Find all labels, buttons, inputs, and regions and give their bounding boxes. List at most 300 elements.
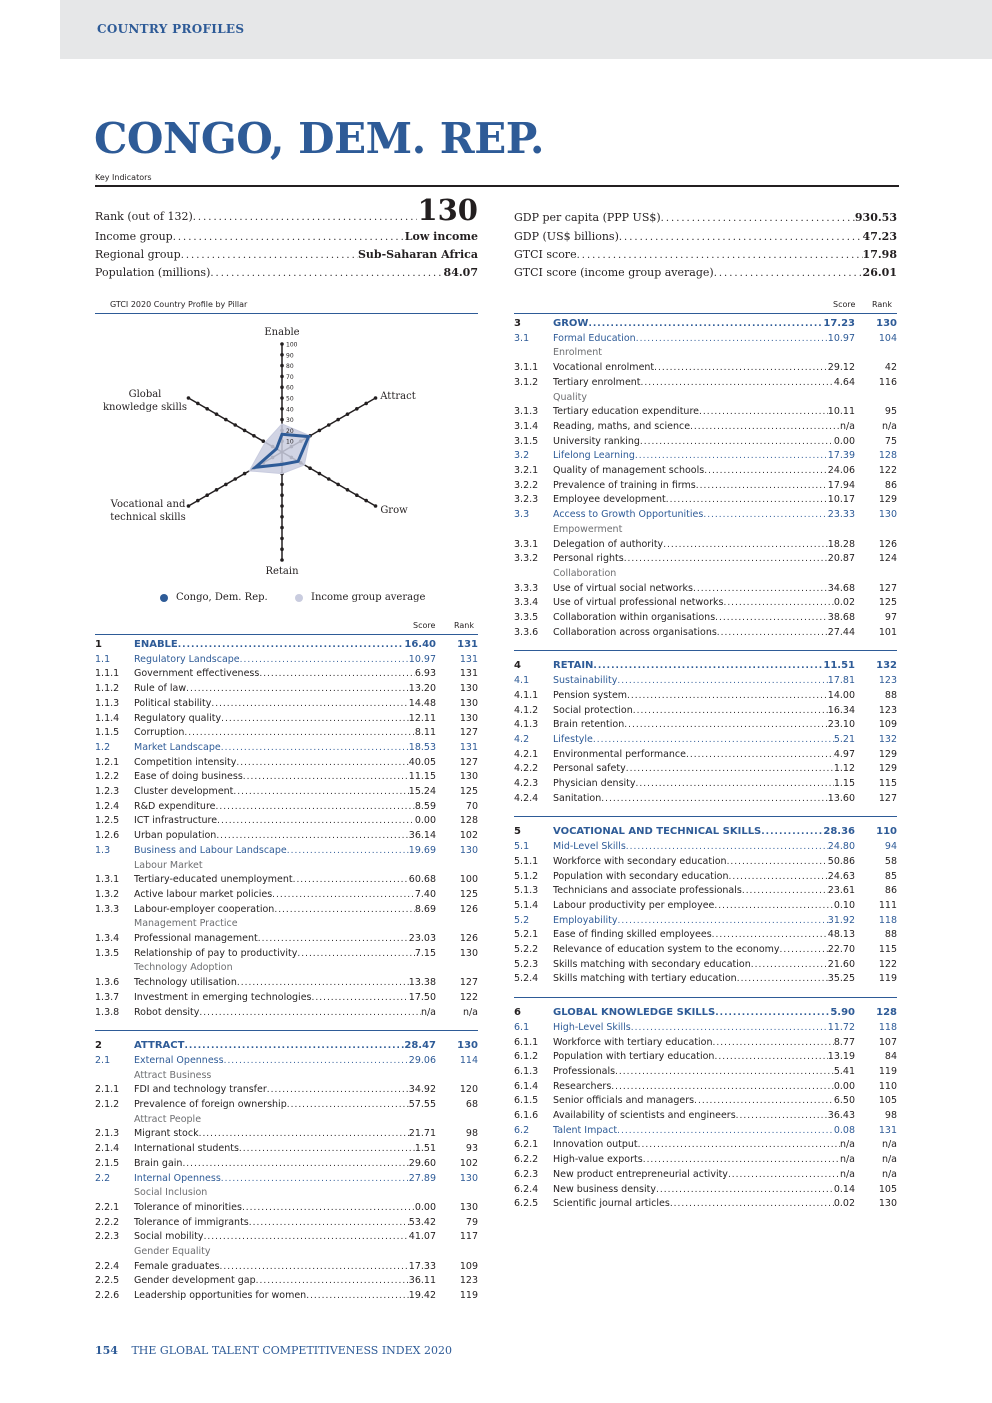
row-code: 1.3.2 [95, 888, 120, 900]
indicator-value: 26.01 [862, 266, 897, 279]
row-name: Workforce with tertiary education [553, 1036, 713, 1048]
group-heading-row [95, 918, 478, 932]
row-name: Ease of doing business [134, 771, 243, 783]
row-name: Management Practice [134, 918, 238, 930]
row-rank: 119 [878, 973, 897, 985]
radar-tick-mark [280, 547, 284, 551]
radar-tick-label: 60 [286, 384, 294, 392]
radar-tick-mark [280, 558, 284, 562]
pillar-row [95, 1040, 478, 1054]
indicator-row [95, 1084, 478, 1098]
indicator-row [95, 1202, 478, 1216]
row-score: 13.20 [408, 683, 436, 695]
row-code: 3.1 [514, 332, 530, 344]
row-rank: 130 [457, 1040, 478, 1052]
row-rank: 130 [459, 947, 478, 959]
group-heading-row [514, 568, 897, 582]
row-code: 6.2.1 [514, 1139, 539, 1151]
row-score: 10.11 [827, 406, 855, 418]
row-rank: 98 [465, 1128, 478, 1140]
row-name: Corruption [134, 727, 185, 739]
row-rank: 122 [878, 958, 897, 970]
row-code: 3 [514, 318, 521, 329]
row-code: 1.1.2 [95, 683, 120, 695]
row-score: n/a [839, 1139, 855, 1151]
row-code: 1.3.8 [95, 1006, 120, 1018]
row-name: Cluster development [134, 786, 234, 797]
indicator-row [514, 553, 897, 567]
row-score: 6.93 [414, 668, 436, 680]
key-indicator-gdp [514, 230, 897, 243]
row-rank: 131 [459, 741, 478, 753]
indicator-row [514, 871, 897, 885]
left-header-rule [95, 634, 478, 635]
group-heading-row [95, 962, 478, 976]
row-score: 29.06 [408, 1054, 436, 1066]
row-name: Innovation output [553, 1139, 638, 1151]
indicator-row [514, 480, 897, 494]
row-code: 6.1.5 [514, 1095, 539, 1107]
row-rank: 109 [878, 719, 897, 731]
row-score: 60.68 [408, 874, 436, 886]
row-code: 1.3 [95, 844, 111, 856]
row-name: Prevalence of foreign ownership [134, 1099, 287, 1110]
indicator-row [514, 1169, 897, 1183]
group-heading-row [514, 347, 897, 361]
pillar-row [514, 318, 897, 332]
row-rank: 107 [878, 1036, 897, 1048]
indicator-row [95, 1275, 478, 1289]
indicator-row [514, 719, 897, 733]
row-rank: 75 [884, 435, 897, 447]
legend-country-label: Congo, Dem. Rep. [176, 592, 268, 603]
row-name: Labour productivity per employee [553, 899, 715, 911]
row-name: Scientific journal articles [553, 1198, 670, 1210]
row-rank: 105 [878, 1095, 897, 1107]
group-heading-row [514, 392, 897, 406]
radar-tick-mark [318, 429, 322, 433]
row-rank: 111 [878, 899, 897, 911]
radar-tick-mark [346, 488, 350, 492]
row-code: 1.3.5 [95, 947, 120, 959]
indicator-row [514, 1081, 897, 1095]
row-rank: 131 [459, 653, 478, 665]
radar-tick-mark [364, 402, 368, 406]
row-rank: 119 [878, 1065, 897, 1077]
row-code: 1.2.5 [95, 815, 120, 827]
row-rank: 130 [459, 771, 478, 783]
right-rank-header: Rank [872, 300, 892, 309]
row-name: Labour-employer cooperation [134, 903, 275, 915]
sub-pillar-row [514, 450, 897, 464]
row-rank: 110 [878, 1080, 897, 1092]
radar-tick-mark [252, 434, 256, 438]
indicator-row [514, 612, 897, 626]
indicator-row [95, 1261, 478, 1275]
row-code: 4.1.2 [514, 704, 539, 716]
row-score: 23.10 [827, 719, 855, 731]
radar-tick-mark [280, 396, 284, 400]
row-code: 3.3.1 [514, 538, 539, 550]
radar-tick-label: 80 [286, 363, 294, 371]
row-score: 6.50 [833, 1095, 855, 1107]
row-rank: n/a [881, 420, 897, 432]
radar-tick-mark [280, 407, 284, 411]
radar-tick-label: 50 [286, 395, 294, 403]
row-score: 31.92 [827, 914, 855, 926]
row-rank: 131 [878, 1124, 897, 1136]
row-code: 4.2 [514, 733, 530, 745]
row-rank: 116 [878, 376, 897, 388]
sub-pillar-row [95, 1055, 478, 1069]
indicator-value: 47.23 [862, 230, 897, 243]
row-name: Environmental performance [553, 748, 686, 760]
indicator-row [95, 1099, 478, 1113]
row-score: 0.00 [833, 435, 855, 447]
row-name: Sanitation [553, 792, 602, 804]
row-code: 6.2 [514, 1124, 530, 1136]
row-score: 24.63 [827, 870, 855, 882]
row-name: Mid-Level Skills [553, 841, 626, 853]
row-score: 8.69 [414, 903, 436, 915]
row-code: 5.1.4 [514, 899, 539, 911]
radar-tick-mark [364, 499, 368, 503]
sub-pillar-row [95, 654, 478, 668]
row-name: Political stability [134, 697, 212, 709]
row-code: 1.3.3 [95, 903, 120, 915]
row-score: 36.14 [408, 830, 436, 842]
indicator-row [95, 830, 478, 844]
legend-average-swatch [295, 594, 303, 602]
row-rank: 88 [884, 929, 897, 941]
row-name: International students [134, 1143, 239, 1155]
radar-chart [82, 322, 482, 582]
row-code: 6.2.3 [514, 1168, 539, 1180]
sub-pillar-row [514, 915, 897, 929]
row-score: 27.44 [827, 626, 855, 638]
radar-tick-mark [280, 342, 284, 346]
row-name: Female graduates [134, 1260, 220, 1272]
row-score: 29.60 [408, 1157, 436, 1169]
radar-tick-mark [346, 412, 350, 416]
radar-tick-mark [327, 423, 331, 427]
row-score: 23.61 [827, 885, 855, 897]
indicator-row [514, 583, 897, 597]
page-title: CONGO, DEM. REP. [94, 114, 544, 163]
row-name: Workforce with secondary education [553, 855, 727, 867]
row-name: Business and Labour Landscape [134, 844, 287, 856]
row-name: Employee development [553, 494, 666, 506]
row-code: 5.1.2 [514, 870, 539, 882]
legend-country [160, 592, 268, 603]
radar-tick-mark [355, 493, 359, 497]
row-score: 5.90 [830, 1007, 855, 1019]
row-rank: 130 [459, 1201, 478, 1213]
key-indicator-gtci-income-avg [514, 266, 897, 279]
row-score: 10.17 [827, 494, 855, 506]
row-score: 17.23 [823, 318, 855, 329]
pillar-rule [514, 650, 897, 651]
row-rank: 100 [459, 874, 478, 886]
row-rank: 120 [459, 1084, 478, 1096]
row-rank: 130 [459, 712, 478, 724]
indicator-row [95, 889, 478, 903]
row-rank: 86 [884, 479, 897, 491]
publication-title: THE GLOBAL TALENT COMPETITIVENESS INDEX 2020 [131, 1344, 452, 1357]
row-score: 21.60 [827, 958, 855, 970]
row-code: 1.2.6 [95, 830, 120, 842]
row-name: University ranking [553, 435, 640, 447]
row-name: Collaboration across organisations [553, 626, 717, 638]
row-name: Talent Impact [553, 1124, 618, 1136]
indicator-row [514, 1066, 897, 1080]
indicator-row [514, 929, 897, 943]
row-rank: 129 [878, 763, 897, 775]
row-rank: 119 [459, 1290, 478, 1302]
row-score: 1.15 [833, 778, 855, 789]
row-code: 2.1.3 [95, 1128, 120, 1140]
row-score: 18.53 [408, 741, 436, 753]
radar-tick-mark [280, 493, 284, 497]
row-score: 0.10 [833, 899, 855, 911]
row-name: Formal Education [553, 332, 636, 344]
row-name: External Openness [134, 1054, 224, 1066]
radar-tick-label: 30 [286, 417, 294, 425]
row-score: 20.87 [827, 553, 855, 565]
radar-tick-label: 10 [286, 438, 294, 446]
row-code: 6.1.1 [514, 1036, 539, 1048]
row-code: 6 [514, 1007, 521, 1019]
indicator-row [514, 436, 897, 450]
indicator-row [514, 1051, 897, 1065]
row-code: 2.2.1 [95, 1201, 120, 1213]
row-code: 1.3.7 [95, 991, 120, 1003]
row-score: 57.55 [408, 1099, 436, 1110]
row-score: 19.42 [408, 1290, 436, 1302]
row-score: 50.86 [827, 855, 855, 867]
legend-average [295, 592, 425, 603]
row-code: 5.1.3 [514, 885, 539, 897]
row-name: Internal Openness [134, 1172, 221, 1184]
radar-tick-mark [280, 418, 284, 422]
sub-pillar-row [95, 742, 478, 756]
row-name: Investment in emerging technologies [134, 991, 312, 1003]
indicator-row [514, 793, 897, 807]
sub-pillar-row [514, 1125, 897, 1139]
row-code: 6.1 [514, 1021, 530, 1033]
row-score: 8.11 [414, 727, 436, 739]
radar-tick-mark [196, 402, 200, 406]
row-score: 0.02 [833, 597, 855, 609]
indicator-row [95, 727, 478, 741]
radar-tick-mark [308, 466, 312, 470]
left-score-header: Score [413, 621, 436, 630]
row-code: 2.2 [95, 1172, 111, 1184]
radar-tick-mark [233, 423, 237, 427]
key-indicator-rank [95, 193, 478, 227]
row-rank: 130 [459, 1172, 478, 1184]
row-score: n/a [839, 420, 855, 432]
row-score: 0.02 [833, 1198, 855, 1210]
indicator-label: GDP per capita (PPP US$) [514, 211, 661, 224]
row-code: 1.1.5 [95, 727, 120, 739]
row-score: 23.03 [408, 933, 436, 944]
row-rank: 58 [884, 855, 897, 867]
row-name: Government effectiveness [134, 668, 260, 680]
pillar-row [514, 1007, 897, 1021]
row-code: 6.1.4 [514, 1080, 539, 1092]
row-score: 40.05 [408, 756, 436, 768]
row-code: 3.2 [514, 450, 530, 462]
row-rank: 126 [878, 538, 897, 550]
row-name: Quality of management schools [553, 465, 705, 476]
radar-tick-mark [280, 353, 284, 357]
indicator-label: Rank (out of 132) [95, 210, 193, 223]
indicator-row [95, 1290, 478, 1304]
row-name: High-value exports [553, 1154, 643, 1166]
row-code: 4.1 [514, 675, 530, 687]
row-name: Urban population [134, 830, 217, 842]
row-name: Technicians and associate professionals [553, 885, 742, 897]
row-rank: 125 [878, 597, 897, 609]
row-code: 3.2.1 [514, 465, 539, 476]
row-rank: 115 [878, 944, 897, 955]
row-score: 10.97 [408, 653, 436, 665]
left-rank-header: Rank [454, 621, 474, 630]
row-rank: n/a [881, 1139, 897, 1151]
radar-tick-label: 100 [286, 341, 298, 349]
indicator-row [514, 1037, 897, 1051]
indicator-row [514, 778, 897, 792]
row-rank: n/a [462, 1006, 478, 1018]
indicator-row [514, 539, 897, 553]
row-code: 3.1.4 [514, 420, 539, 432]
row-score: 0.00 [833, 1080, 855, 1092]
legend-average-label: Income group average [311, 592, 426, 603]
legend-country-swatch [160, 594, 168, 602]
radar-tick-label: 40 [286, 406, 294, 414]
sub-pillar-row [514, 1022, 897, 1036]
row-rank: 84 [884, 1051, 897, 1063]
row-score: 36.11 [408, 1275, 436, 1287]
indicator-label: Population (millions) [95, 266, 211, 279]
row-code: 6.2.5 [514, 1198, 539, 1210]
indicator-row [95, 815, 478, 829]
row-rank: 130 [459, 683, 478, 695]
row-score: 23.33 [827, 509, 855, 521]
row-rank: 88 [884, 689, 897, 701]
indicator-row [514, 1110, 897, 1124]
row-rank: 102 [459, 830, 478, 842]
pillar-row [514, 660, 897, 674]
radar-tick-mark [233, 477, 237, 481]
indicator-row [514, 749, 897, 763]
indicator-label: Regional group [95, 248, 181, 261]
row-name: Tolerance of immigrants [134, 1216, 249, 1228]
indicator-row [514, 465, 897, 479]
row-name: Availability of scientists and engineers [553, 1110, 736, 1121]
row-name: VOCATIONAL AND TECHNICAL SKILLS [553, 826, 762, 838]
row-rank: 102 [459, 1157, 478, 1169]
row-name: Sustainability [553, 675, 618, 687]
key-indicator-region [95, 248, 478, 261]
row-name: Relationship of pay to productivity [134, 947, 298, 959]
radar-tick-mark [327, 477, 331, 481]
row-score: 41.07 [408, 1231, 436, 1243]
indicator-label: GTCI score [514, 248, 577, 261]
row-score: 5.41 [833, 1065, 855, 1077]
row-name: Lifelong Learning [553, 450, 635, 462]
indicator-row [95, 1007, 478, 1021]
key-indicator-population [95, 266, 478, 279]
row-name: Technology utilisation [134, 977, 237, 989]
indicator-row [514, 1139, 897, 1153]
row-name: ICT infrastructure [134, 815, 218, 827]
row-rank: 128 [459, 815, 478, 827]
axis-label-vocational: Vocational and technical skills [110, 499, 186, 523]
row-rank: 130 [459, 697, 478, 709]
row-score: 21.71 [408, 1128, 436, 1140]
indicator-row [514, 959, 897, 973]
radar-tick-mark [336, 418, 340, 422]
row-name: Active labour market policies [134, 888, 273, 900]
row-code: 5 [514, 826, 521, 838]
row-score: n/a [420, 1006, 436, 1018]
row-score: 17.50 [408, 991, 436, 1003]
radar-tick-label: 90 [286, 352, 294, 360]
row-rank: 128 [878, 450, 897, 462]
row-rank: 118 [878, 914, 897, 926]
row-score: 34.92 [408, 1084, 436, 1096]
row-score: 14.48 [408, 697, 436, 709]
row-code: 2.2.2 [95, 1216, 120, 1228]
indicator-value: Low income [404, 230, 478, 243]
row-code: 6.1.2 [514, 1051, 539, 1063]
group-heading-row [514, 524, 897, 538]
row-score: 48.13 [827, 929, 855, 941]
indicator-row [95, 771, 478, 785]
indicator-value: 930.53 [854, 211, 897, 224]
row-name: Robot density [134, 1006, 200, 1018]
row-rank: 127 [459, 727, 478, 739]
sub-pillar-row [95, 845, 478, 859]
row-name: Leadership opportunities for women [134, 1290, 307, 1302]
indicator-row [95, 977, 478, 991]
left-indicator-table [95, 639, 478, 1329]
radar-tick-mark [280, 385, 284, 389]
row-name: ATTRACT [134, 1040, 185, 1052]
row-rank: 93 [465, 1143, 478, 1155]
indicator-label: GTCI score (income group average) [514, 266, 714, 279]
row-score: n/a [839, 1154, 855, 1166]
row-code: 6.1.3 [514, 1065, 539, 1077]
row-code: 3.2.2 [514, 479, 539, 491]
row-score: 38.68 [827, 612, 855, 623]
row-rank: 129 [878, 748, 897, 760]
radar-tick-mark [336, 483, 340, 487]
row-code: 4.1.1 [514, 689, 539, 701]
row-rank: 85 [884, 870, 897, 882]
row-code: 5.1.1 [514, 855, 539, 867]
indicator-row [514, 406, 897, 420]
indicator-row [514, 627, 897, 641]
row-code: 5.2.4 [514, 973, 539, 985]
row-score: 27.89 [408, 1172, 436, 1184]
section-label: COUNTRY PROFILES [97, 22, 245, 36]
row-name: Brain retention [553, 719, 625, 731]
row-score: 24.80 [827, 841, 855, 853]
group-heading-row [95, 1246, 478, 1260]
